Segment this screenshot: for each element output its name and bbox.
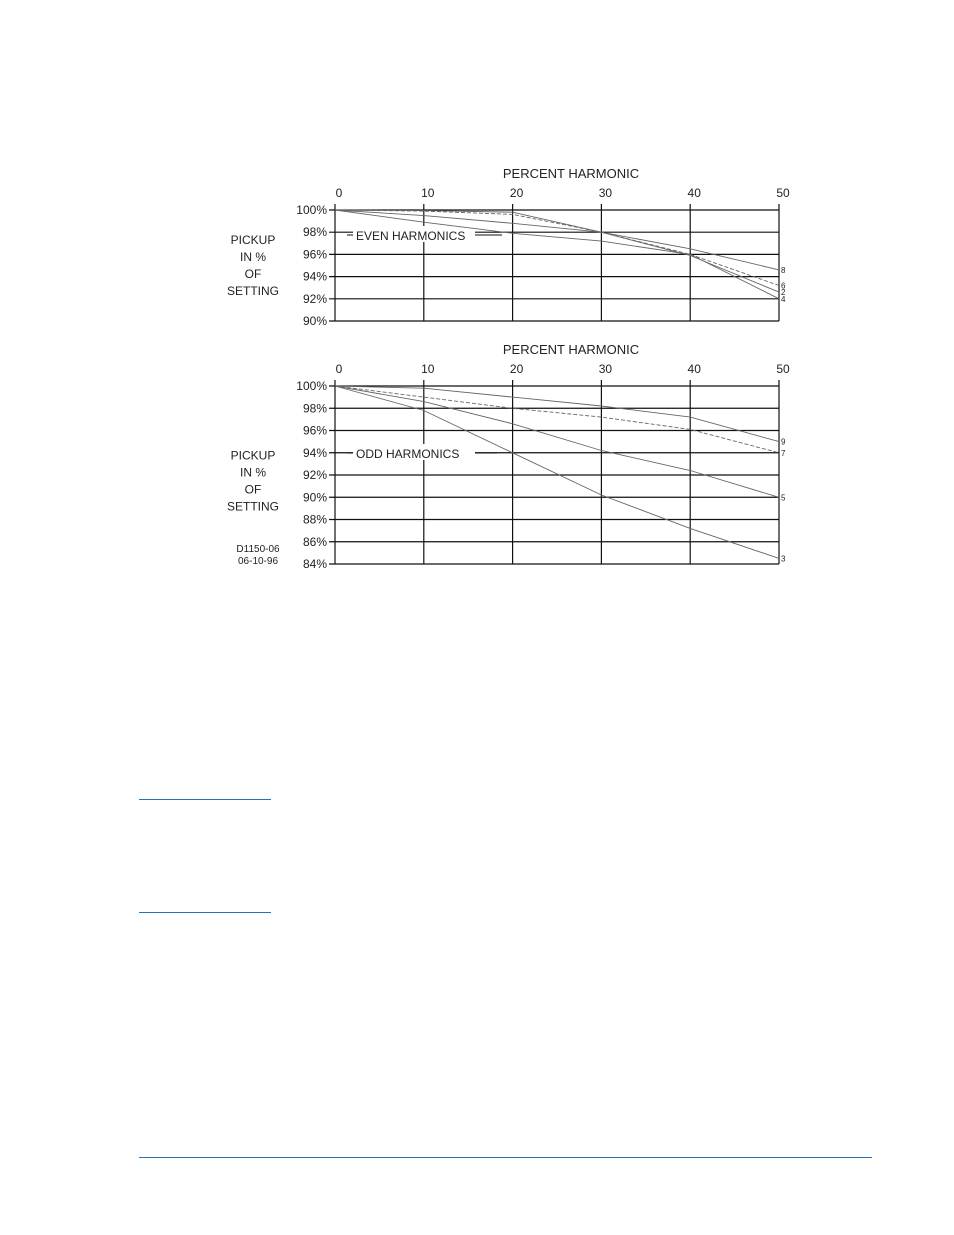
x-tick-label: 30: [598, 186, 613, 200]
series-label-8: 8: [781, 265, 786, 275]
x-tick-label: 40: [687, 362, 701, 376]
x-tick-label: 50: [776, 362, 790, 376]
y-axis-label: PICKUP: [230, 233, 276, 247]
series-label-9: 9: [781, 437, 786, 447]
series-line-7: [335, 386, 779, 453]
x-tick-label: 30: [598, 362, 613, 376]
y-tick-label: 100%: [296, 379, 327, 393]
y-tick-label: 96%: [302, 423, 327, 438]
y-axis-label: SETTING: [226, 284, 280, 298]
y-tick-label: 94%: [302, 445, 327, 460]
figure-id-line: D1150-06: [236, 544, 280, 555]
y-axis-label: PICKUP: [230, 448, 276, 463]
y-tick-label: 98%: [302, 225, 327, 240]
series-label-7: 7: [781, 448, 786, 458]
series-annotation: ODD HARMONICS: [356, 447, 460, 461]
y-tick-label: 98%: [302, 401, 327, 416]
x-tick-label: 20: [509, 362, 524, 376]
y-axis-label: SETTING: [226, 499, 280, 514]
y-tick-label: 96%: [302, 247, 327, 262]
even-harmonics-chart: [227, 166, 790, 328]
x-tick-label: 10: [421, 186, 435, 200]
y-tick-label: 92%: [302, 291, 327, 306]
series-line-3: [335, 386, 779, 558]
x-tick-label: 50: [776, 186, 790, 200]
y-axis-label: OF: [244, 267, 262, 281]
y-tick-label: 88%: [302, 512, 327, 527]
figure-id-label: [236, 544, 280, 567]
x-tick-label: 0: [335, 186, 343, 200]
link-underline-2: [139, 912, 271, 913]
chart-title: PERCENT HARMONIC: [502, 166, 640, 181]
series-label-6: 6: [781, 281, 786, 291]
y-tick-label: 94%: [302, 269, 327, 284]
y-tick-label: 90%: [302, 490, 327, 505]
figure-id-line: 06-10-96: [237, 556, 279, 567]
series-label-5: 5: [781, 493, 786, 503]
x-tick-label: 20: [509, 186, 524, 200]
series-label-3: 3: [781, 554, 786, 564]
chart-title: PERCENT HARMONIC: [502, 342, 640, 357]
footer-rule: [139, 1157, 872, 1158]
y-tick-label: 92%: [302, 468, 327, 482]
y-axis-label: IN %: [239, 465, 267, 480]
x-tick-label: 0: [335, 362, 343, 376]
x-tick-label: 40: [687, 186, 701, 200]
y-tick-label: 86%: [302, 534, 327, 549]
series-label-2: 2: [781, 288, 786, 298]
y-tick-label: 90%: [302, 314, 327, 328]
y-axis-label: OF: [244, 482, 262, 497]
series-annotation: EVEN HARMONICS: [356, 229, 466, 243]
y-tick-label: 100%: [296, 203, 327, 217]
y-axis-label: IN %: [239, 250, 267, 264]
y-tick-label: 84%: [302, 557, 327, 571]
series-line-5: [335, 386, 779, 497]
link-underline-1: [139, 799, 271, 800]
series-label-4: 4: [781, 294, 786, 304]
x-tick-label: 10: [421, 362, 435, 376]
odd-harmonics-chart: [227, 342, 790, 571]
series-line-6: [335, 210, 779, 286]
